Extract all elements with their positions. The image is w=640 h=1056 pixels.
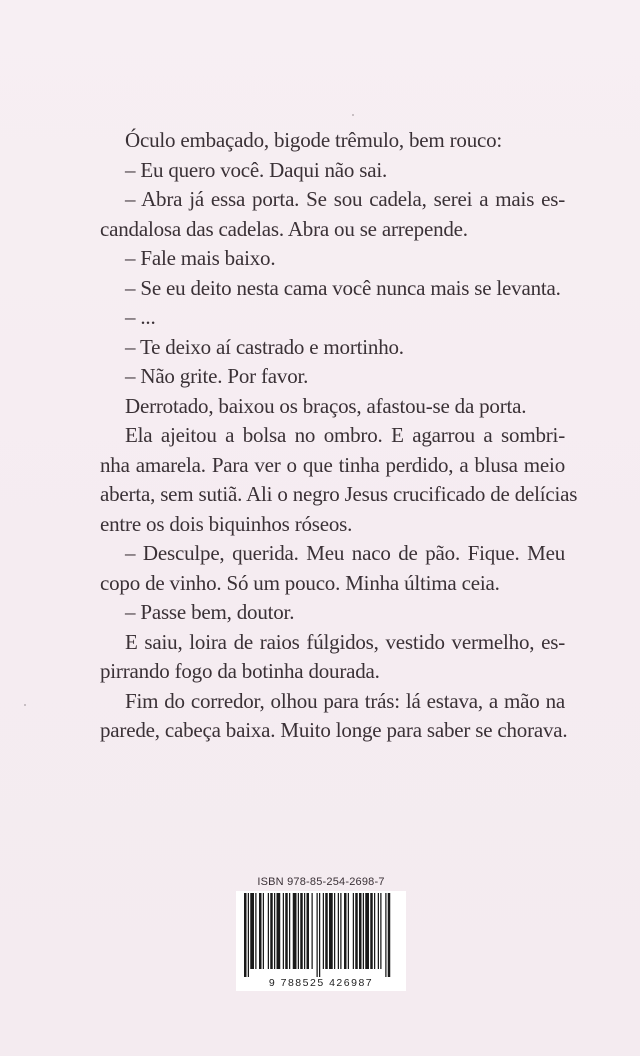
barcode-bar — [285, 893, 288, 969]
barcode-bar — [334, 893, 335, 969]
barcode-bar — [380, 893, 381, 969]
barcode-bar — [338, 893, 339, 969]
barcode-bar — [268, 893, 269, 969]
text-line: copo de vinho. Só um pouco. Minha última ceia. — [100, 570, 500, 595]
barcode-bar — [385, 893, 386, 977]
paper-speck — [24, 704, 26, 706]
barcode-bar — [370, 893, 373, 969]
barcode-bar — [263, 893, 264, 969]
text-line: E saiu, loira de raios fúlgidos, vestido vermelho, es- — [125, 629, 565, 654]
barcode-bar — [323, 893, 324, 969]
text-line: Ela ajeitou a bolsa no ombro. E agarrou a sombri- — [125, 423, 565, 447]
barcode-bar — [255, 893, 256, 969]
barcode-bar — [274, 893, 275, 969]
barcode-bar — [329, 893, 333, 969]
text-line: – Passe bem, doutor. — [125, 600, 295, 624]
barcode-digits: 9 788525 426987 — [268, 977, 374, 989]
barcode-bar — [325, 893, 328, 969]
isbn-label: ISBN 978-85-254-2698-7 — [257, 876, 385, 888]
barcode-bar — [365, 893, 369, 969]
barcode-bar — [353, 893, 354, 969]
text-line: parede, cabeça baixa. Muito longe para saber se chorava. — [100, 718, 568, 742]
barcode-bar — [363, 893, 364, 969]
text-line: pirrando fogo da botinha dourada. — [100, 659, 380, 683]
text-line: – Não grite. Por favor. — [125, 364, 309, 388]
text-line: entre os dois biquinhos róseos. — [100, 511, 353, 536]
text-line: – Se eu deito nesta cama você nunca mais se levanta. — [125, 275, 561, 300]
barcode-bar — [298, 893, 299, 969]
text-line: – Abra já essa porta. Se sou cadela, serei a mais es- — [125, 187, 565, 211]
barcode-bars — [236, 893, 406, 979]
barcode-bar — [244, 893, 247, 977]
barcode-bar — [355, 893, 358, 969]
text-line: Derrotado, baixou os braços, afastou-se da porta. — [125, 393, 527, 418]
barcode-bar — [270, 893, 273, 969]
text-line: Fim do corredor, olhou para trás: lá estava, a mão na — [125, 688, 565, 713]
excerpt-text — [100, 126, 578, 746]
text-line: candalosa das cadelas. Abra ou se arrepende. — [100, 216, 468, 241]
barcode-bar — [340, 893, 341, 969]
barcode-bar — [319, 893, 320, 977]
paper-speck — [352, 114, 354, 116]
text-line: – Desculpe, querida. Meu naco de pão. Fique. Meu — [125, 541, 565, 565]
barcode-bar — [307, 893, 310, 969]
barcode-bar — [277, 893, 281, 969]
barcode-bar — [250, 893, 254, 969]
barcode-bar — [248, 893, 249, 977]
barcode-bar — [312, 893, 313, 969]
barcode-bar — [344, 893, 347, 969]
barcode-bar — [293, 893, 297, 969]
barcode — [236, 891, 406, 991]
barcode-bar — [388, 893, 391, 977]
text-line: Óculo embaçado, bigode trêmulo, bem rouco: — [125, 128, 503, 152]
barcode-bar — [348, 893, 349, 969]
barcode-bar — [359, 893, 362, 969]
text-line: – ... — [125, 305, 156, 329]
barcode-bar — [317, 893, 318, 977]
text-line: – Fale mais baixo. — [125, 246, 276, 270]
barcode-bar — [374, 893, 375, 969]
barcode-bar — [259, 893, 262, 969]
barcode-bar — [300, 893, 303, 969]
barcode-bar — [289, 893, 290, 969]
barcode-bar — [283, 893, 284, 969]
text-line: – Eu quero você. Daqui não sai. — [125, 157, 388, 182]
barcode-block — [236, 876, 406, 991]
barcode-bar — [304, 893, 305, 969]
text-line: aberta, sem sutiã. Ali o negro Jesus crucificado de delícias — [100, 482, 578, 506]
text-line: nha amarela. Para ver o que tinha perdido, a blusa meio — [100, 452, 565, 477]
barcode-bar — [378, 893, 379, 969]
text-line: – Te deixo aí castrado e mortinho. — [125, 334, 404, 359]
